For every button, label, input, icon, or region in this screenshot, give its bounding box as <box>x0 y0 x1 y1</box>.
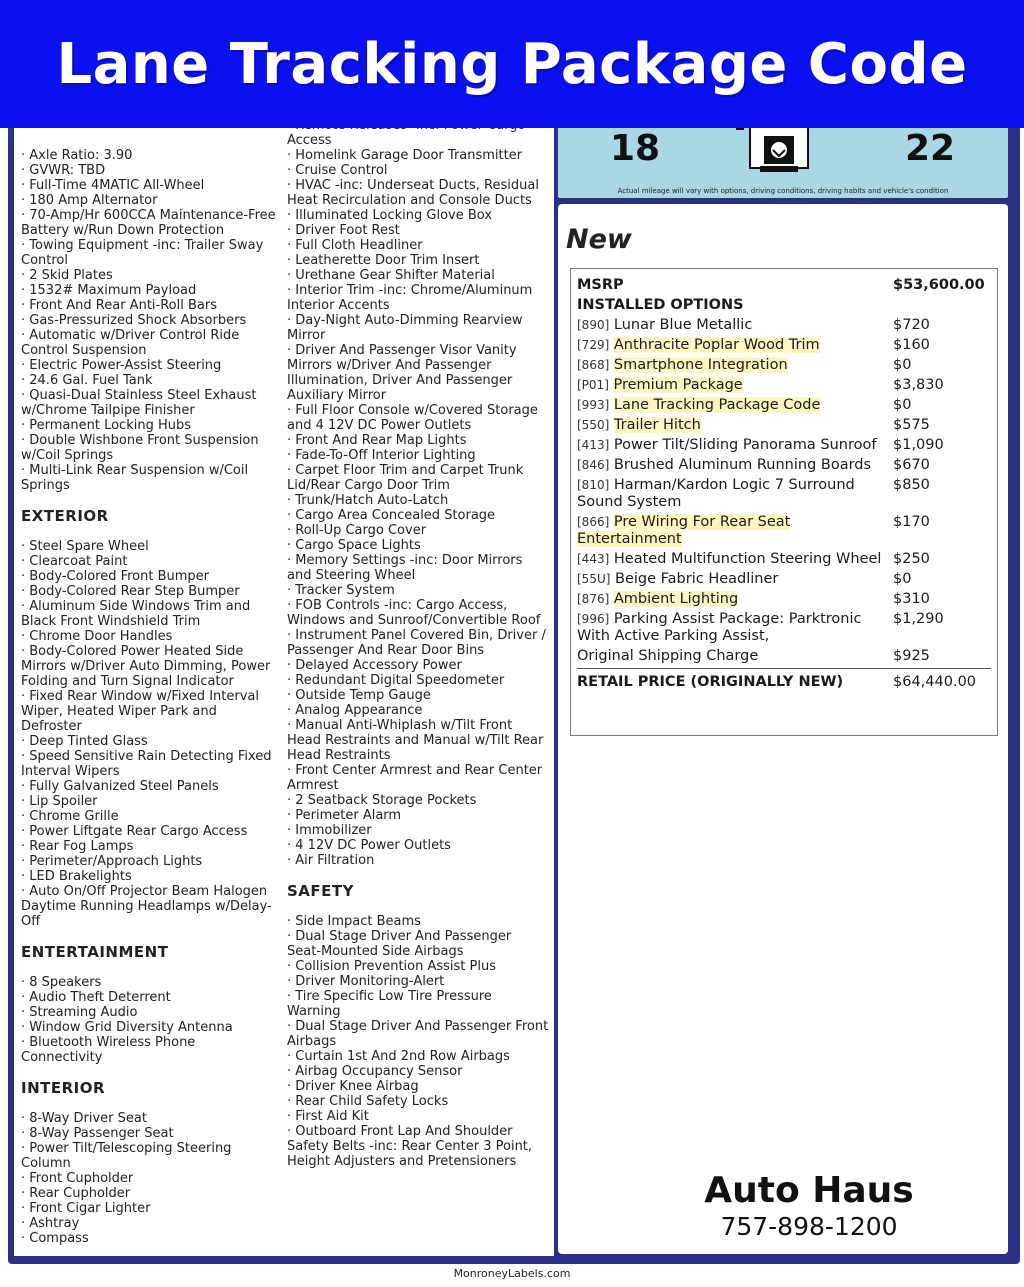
option-code: [413] <box>577 438 610 452</box>
option-label <box>577 571 887 588</box>
feature-item: · Immobilizer <box>287 823 549 838</box>
feature-item: · Manual Anti-Whiplash w/Tilt Front Head Restraints and Manual w/Tilt Rear Head Restraints <box>287 718 549 763</box>
option-label <box>577 317 887 334</box>
option-name: Harman/Kardon Logic 7 Surround Sound System <box>577 477 855 510</box>
section-heading-exterior: EXTERIOR <box>21 507 109 525</box>
highway-mpg: 22 <box>905 128 956 169</box>
interior-continued-list <box>287 118 549 868</box>
option-row <box>577 317 991 334</box>
section-heading-interior: INTERIOR <box>21 1079 106 1097</box>
feature-item: · Delayed Accessory Power <box>287 658 549 673</box>
feature-item: · Towing Equipment -inc: Trailer Sway Control <box>21 238 277 268</box>
retail-label: RETAIL PRICE (ORIGINALLY NEW) <box>577 674 844 690</box>
feature-item: · Double Wishbone Front Suspension w/Coil Springs <box>21 433 277 463</box>
feature-item: · Homelink Garage Door Transmitter <box>287 148 549 163</box>
option-name: Anthracite Poplar Wood Trim <box>613 337 820 353</box>
feature-item: · Day-Night Auto-Dimming Rearview Mirror <box>287 313 549 343</box>
option-row <box>577 337 991 354</box>
feature-item: · Fade-To-Off Interior Lighting <box>287 448 549 463</box>
option-code: [846] <box>577 458 610 472</box>
feature-item: · Power Liftgate Rear Cargo Access <box>21 824 277 839</box>
shipping-row <box>577 648 991 665</box>
feature-item: · Deep Tinted Glass <box>21 734 277 749</box>
feature-item: · Cruise Control <box>287 163 549 178</box>
option-row <box>577 477 991 511</box>
msrp-row <box>577 277 991 294</box>
feature-item: · Urethane Gear Shifter Material <box>287 268 549 283</box>
feature-item: · Ashtray <box>21 1216 277 1231</box>
feature-item: · 2 Seatback Storage Pockets <box>287 793 549 808</box>
features-column-left <box>21 110 277 1246</box>
option-name: Heated Multifunction Steering Wheel <box>613 551 882 567</box>
feature-item: · Redundant Digital Speedometer <box>287 673 549 688</box>
feature-item: · 4 12V DC Power Outlets <box>287 838 549 853</box>
feature-item: · Tire Specific Low Tire Pressure Warning <box>287 989 549 1019</box>
option-code: [876] <box>577 592 610 606</box>
divider <box>577 668 991 669</box>
condition-label: New <box>566 224 632 255</box>
interior-list <box>21 1111 277 1246</box>
entertainment-list <box>21 975 277 1065</box>
feature-item: · Automatic w/Driver Control Ride Control Suspension <box>21 328 277 358</box>
option-name: Parking Assist Package: Parktronic With Active Parking Assist, <box>577 611 862 644</box>
option-price: $670 <box>893 457 930 473</box>
feature-item: · Full Cloth Headliner <box>287 238 549 253</box>
feature-item: · Streaming Audio <box>21 1005 277 1020</box>
option-price: $250 <box>893 551 930 567</box>
feature-item: · LED Brakelights <box>21 869 277 884</box>
option-row <box>577 514 991 548</box>
feature-item: · Rear Child Safety Locks <box>287 1094 549 1109</box>
option-row <box>577 377 991 394</box>
feature-item: · Power Tilt/Telescoping Steering Column <box>21 1141 277 1171</box>
feature-item: · Clearcoat Paint <box>21 554 277 569</box>
option-price: $3,830 <box>893 377 944 393</box>
option-row <box>577 551 991 568</box>
option-row <box>577 457 991 474</box>
option-row <box>577 437 991 454</box>
feature-item: · Axle Ratio: 3.90 <box>21 148 277 163</box>
feature-item: · 1532# Maximum Payload <box>21 283 277 298</box>
feature-item: · HVAC -inc: Underseat Ducts, Residual Heat Recirculation and Console Ducts <box>287 178 549 208</box>
feature-item: · Outside Temp Gauge <box>287 688 549 703</box>
feature-item: · Chrome Grille <box>21 809 277 824</box>
footer-source[interactable]: MonroneyLabels.com <box>453 1267 571 1280</box>
option-code: [443] <box>577 552 610 566</box>
option-code: [996] <box>577 612 610 626</box>
option-label <box>577 437 887 454</box>
spacer <box>21 128 277 148</box>
feature-item: · Steel Spare Wheel <box>21 539 277 554</box>
retail-row <box>577 674 991 691</box>
section-heading-entertainment: ENTERTAINMENT <box>21 943 169 961</box>
feature-item: · Chrome Door Handles <box>21 629 277 644</box>
feature-item: · Dual Stage Driver And Passenger Seat-Mounted Side Airbags <box>287 929 549 959</box>
feature-item: · Dual Stage Driver And Passenger Front Airbags <box>287 1019 549 1049</box>
feature-item: · Multi-Link Rear Suspension w/Coil Springs <box>21 463 277 493</box>
option-label <box>577 457 887 474</box>
feature-item: · Cargo Space Lights <box>287 538 549 553</box>
feature-item: · Access <box>287 118 549 148</box>
feature-item: · 8 Speakers <box>21 975 277 990</box>
msrp-label: MSRP <box>577 277 624 293</box>
option-row <box>577 611 991 645</box>
feature-item: · Quasi-Dual Stainless Steel Exhaust w/Chrome Tailpipe Finisher <box>21 388 277 418</box>
feature-item: · 8-Way Passenger Seat <box>21 1126 277 1141</box>
option-label <box>577 591 887 608</box>
option-row <box>577 591 991 608</box>
feature-item: · Illuminated Locking Glove Box <box>287 208 549 223</box>
shipping-value: $925 <box>893 648 930 664</box>
shipping-label: Original Shipping Charge <box>577 648 759 664</box>
pricing-panel <box>558 204 1008 1254</box>
option-price: $575 <box>893 417 930 433</box>
retail-value: $64,440.00 <box>893 674 977 690</box>
feature-item: · Compass <box>21 1231 277 1246</box>
option-price: $720 <box>893 317 930 333</box>
option-name: Smartphone Integration <box>613 357 788 373</box>
feature-item: · Full-Time 4MATIC All-Wheel <box>21 178 277 193</box>
feature-item: · Full Floor Console w/Covered Storage and 4 12V DC Power Outlets <box>287 403 549 433</box>
option-price: $1,290 <box>893 611 944 627</box>
option-code: [550] <box>577 418 610 432</box>
feature-item: · Memory Settings -inc: Door Mirrors and Steering Wheel <box>287 553 549 583</box>
safety-list <box>287 914 549 1169</box>
feature-item: · Aluminum Side Windows Trim and Black Front Windshield Trim <box>21 599 277 629</box>
feature-item: · Outboard Front Lap And Shoulder Safety Belts -inc: Rear Center 3 Point, Height Adjusters and Pretensioners <box>287 1124 549 1169</box>
option-name: Trailer Hitch <box>613 417 701 433</box>
option-label <box>577 377 887 394</box>
feature-item: · Rear Cupholder <box>21 1186 277 1201</box>
dealer-name: Auto Haus <box>704 1170 914 1211</box>
option-price: $1,090 <box>893 437 944 453</box>
feature-item: · Permanent Locking Hubs <box>21 418 277 433</box>
option-label <box>577 514 887 548</box>
feature-item: · Trunk/Hatch Auto-Latch <box>287 493 549 508</box>
option-label <box>577 611 887 645</box>
option-code: [993] <box>577 398 610 412</box>
options-heading-row <box>577 297 991 314</box>
city-mpg: 18 <box>610 128 661 169</box>
option-price: $170 <box>893 514 930 530</box>
feature-item: · Gas-Pressurized Shock Absorbers <box>21 313 277 328</box>
option-price: $160 <box>893 337 930 353</box>
option-code: [729] <box>577 338 610 352</box>
feature-item: · Front Cupholder <box>21 1171 277 1186</box>
feature-item: · Tracker System <box>287 583 549 598</box>
option-name: Premium Package <box>613 377 743 393</box>
option-code: [55U] <box>577 572 611 586</box>
mileage-disclaimer: Actual mileage will vary with options, driving conditions, driving habits and vehicle's condition <box>617 187 949 195</box>
price-box <box>570 268 998 736</box>
feature-item: · FOB Controls -inc: Cargo Access, Windows and Sunroof/Convertible Roof <box>287 598 549 628</box>
feature-item: · 24.6 Gal. Fuel Tank <box>21 373 277 388</box>
options-heading: INSTALLED OPTIONS <box>577 297 744 313</box>
mechanical-list <box>21 148 277 493</box>
option-name: Power Tilt/Sliding Panorama Sunroof <box>613 437 877 453</box>
option-label <box>577 417 887 434</box>
option-code: [868] <box>577 358 610 372</box>
option-code: [866] <box>577 515 610 529</box>
option-label <box>577 551 887 568</box>
option-row <box>577 571 991 588</box>
feature-item: · Lip Spoiler <box>21 794 277 809</box>
option-name: Lunar Blue Metallic <box>613 317 753 333</box>
feature-item: · Rear Fog Lamps <box>21 839 277 854</box>
feature-item: · Driver And Passenger Visor Vanity Mirrors w/Driver And Passenger Illumination, Driver And Passenger Auxiliary Mirror <box>287 343 549 403</box>
option-label <box>577 477 887 511</box>
feature-item: · Front Cigar Lighter <box>21 1201 277 1216</box>
options-list <box>577 317 991 645</box>
feature-item: · Auto On/Off Projector Beam Halogen Daytime Running Headlamps w/Delay-Off <box>21 884 277 929</box>
feature-item: · 8-Way Driver Seat <box>21 1111 277 1126</box>
feature-item: · Audio Theft Deterrent <box>21 990 277 1005</box>
feature-item: · Airbag Occupancy Sensor <box>287 1064 549 1079</box>
features-column-right <box>287 110 549 1169</box>
exterior-list <box>21 539 277 929</box>
feature-item: · First Aid Kit <box>287 1109 549 1124</box>
feature-item: · Driver Foot Rest <box>287 223 549 238</box>
feature-item: · Collision Prevention Assist Plus <box>287 959 549 974</box>
feature-item: · Leatherette Door Trim Insert <box>287 253 549 268</box>
feature-item: · 70-Amp/Hr 600CCA Maintenance-Free Battery w/Run Down Protection <box>21 208 277 238</box>
option-label <box>577 337 887 354</box>
feature-item: · Body-Colored Power Heated Side Mirrors w/Driver Auto Dimming, Power Folding and Turn Signal Indicator <box>21 644 277 689</box>
option-row <box>577 397 991 414</box>
feature-item: · Bluetooth Wireless Phone Connectivity <box>21 1035 277 1065</box>
feature-item: · Front Center Armrest and Rear Center Armrest <box>287 763 549 793</box>
feature-item: · Speed Sensitive Rain Detecting Fixed Interval Wipers <box>21 749 277 779</box>
feature-item: · Instrument Panel Covered Bin, Driver / Passenger And Rear Door Bins <box>287 628 549 658</box>
feature-item: · Fully Galvanized Steel Panels <box>21 779 277 794</box>
feature-item: · Body-Colored Front Bumper <box>21 569 277 584</box>
option-name: Brushed Aluminum Running Boards <box>613 457 872 473</box>
feature-item: · 180 Amp Alternator <box>21 193 277 208</box>
feature-item: · Carpet Floor Trim and Carpet Trunk Lid/Rear Cargo Door Trim <box>287 463 549 493</box>
option-code: [P01] <box>577 378 609 392</box>
feature-item: · GVWR: TBD <box>21 163 277 178</box>
banner-title: Lane Tracking Package Code <box>56 31 968 97</box>
feature-item: · Air Filtration <box>287 853 549 868</box>
option-price: $0 <box>893 571 912 587</box>
title-banner <box>0 0 1024 128</box>
feature-item: · Electric Power-Assist Steering <box>21 358 277 373</box>
feature-item: · Fixed Rear Window w/Fixed Interval Wiper, Heated Wiper Park and Defroster <box>21 689 277 734</box>
feature-item: · Interior Trim -inc: Chrome/Aluminum Interior Accents <box>287 283 549 313</box>
feature-item: · Front And Rear Map Lights <box>287 433 549 448</box>
feature-item: · Analog Appearance <box>287 703 549 718</box>
option-label <box>577 397 887 414</box>
feature-item: · Perimeter Alarm <box>287 808 549 823</box>
feature-item: · Roll-Up Cargo Cover <box>287 523 549 538</box>
section-heading-safety: SAFETY <box>287 882 354 900</box>
feature-item: · 2 Skid Plates <box>21 268 277 283</box>
msrp-value: $53,600.00 <box>893 277 985 293</box>
option-price: $0 <box>893 357 912 373</box>
feature-item: · Curtain 1st And 2nd Row Airbags <box>287 1049 549 1064</box>
feature-item: · Cargo Area Concealed Storage <box>287 508 549 523</box>
feature-item: · Front And Rear Anti-Roll Bars <box>21 298 277 313</box>
option-row <box>577 357 991 374</box>
feature-item: · Body-Colored Rear Step Bumper <box>21 584 277 599</box>
option-row <box>577 417 991 434</box>
feature-item: · Driver Knee Airbag <box>287 1079 549 1094</box>
feature-item: · Window Grid Diversity Antenna <box>21 1020 277 1035</box>
option-code: [810] <box>577 478 610 492</box>
option-name: Pre Wiring For Rear Seat Entertainment <box>577 514 791 547</box>
features-panel <box>14 110 554 1256</box>
option-price: $850 <box>893 477 930 493</box>
option-price: $0 <box>893 397 912 413</box>
option-name: Lane Tracking Package Code <box>613 397 821 413</box>
feature-item: · Perimeter/Approach Lights <box>21 854 277 869</box>
option-label <box>577 357 887 374</box>
dealer-phone[interactable]: 757-898-1200 <box>720 1212 898 1241</box>
option-name: Ambient Lighting <box>613 591 739 607</box>
option-name: Beige Fabric Headliner <box>615 571 779 587</box>
option-code: [890] <box>577 318 610 332</box>
feature-item: · Driver Monitoring-Alert <box>287 974 549 989</box>
option-price: $310 <box>893 591 930 607</box>
feature-item: · Side Impact Beams <box>287 914 549 929</box>
